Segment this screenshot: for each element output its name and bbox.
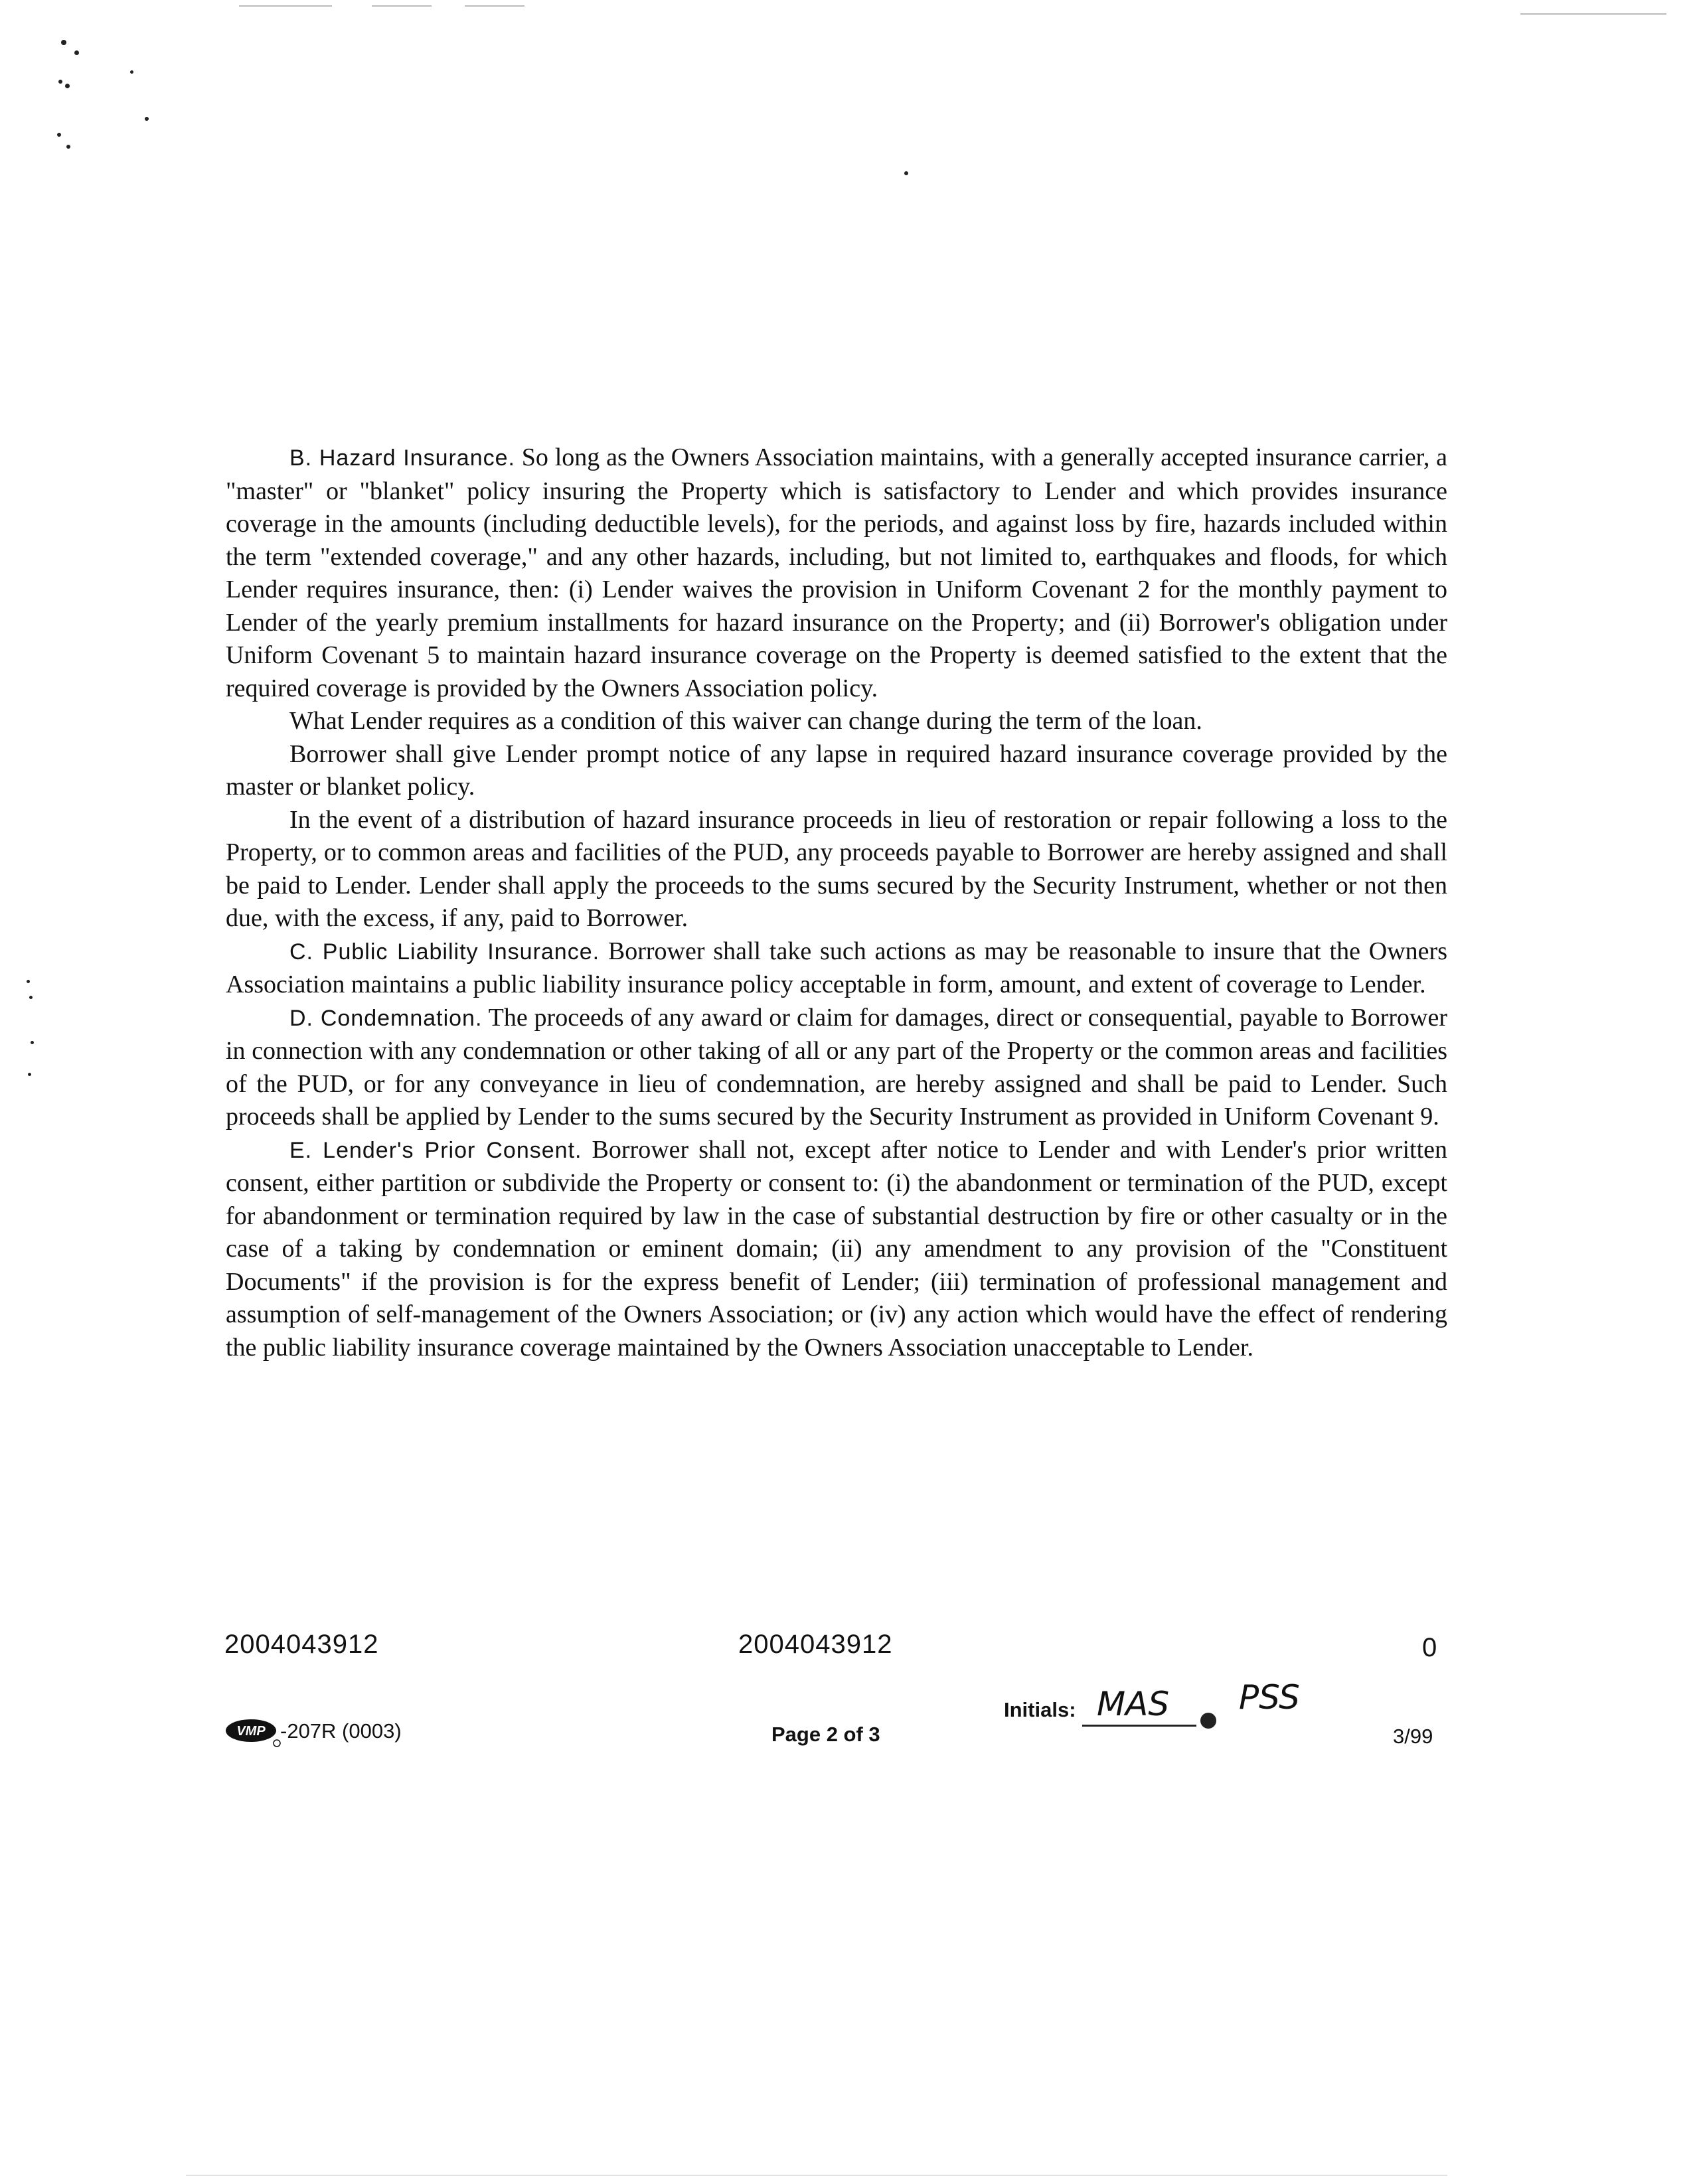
loan-number-left: 2004043912 [224,1630,379,1659]
document-body [226,441,1447,1364]
paragraph-notice: Borrower shall give Lender prompt notice of any lapse in required hazard insurance coverage provided by the master or blanket policy. [226,740,1447,801]
scan-line [186,2175,1447,2176]
scan-line [239,5,332,7]
scan-speck [145,117,149,121]
initials-signature-line [1082,1725,1196,1727]
scan-speck [61,40,66,45]
scan-speck [130,70,133,74]
scan-speck [28,1073,31,1076]
scan-line [372,5,432,7]
scan-speck [57,133,61,137]
scan-speck [66,145,70,149]
scan-speck [74,50,79,55]
paragraph-text: Borrower shall not, except after notice to Lender and with Lender's prior written consent, either partition or subdivide the Property or consent to: (i) the abandonment or termination of the PUD, except for abandonment or termination required by law in the case of substantial destruction by fire or other casualty or in the case of a taking by condemnation or eminent domain; (ii) any amendment to any provision of the "Constituent Documents" if the provision is for the express benefit of Lender; (iii) termination of professional management and assumption of self-management of the Owners Association; or (iv) any action which would have the effect of rendering the public liability insurance coverage maintained by the Owners Association unacceptable to Lender. [226,1135,1447,1362]
borrower-initials-2: PSS [1239,1678,1300,1717]
section-heading-d: D. Condemnation. [289,1005,483,1031]
loan-number-center: 2004043912 [738,1630,893,1659]
scan-speck [904,171,908,175]
scan-line [465,5,524,7]
section-heading-b: B. Hazard Insurance. [289,445,515,471]
form-number: -207R (0003) [280,1719,402,1743]
paragraph-prior-consent [226,1134,1447,1365]
scan-speck [65,84,70,88]
paragraph-text: The proceeds of any award or claim for damages, direct or consequential, payable to Borrower in connection with any condemnation or other taking of all or any part of the Property or the common areas and facilities of the PUD, or for any conveyance in lieu of condemnation, are hereby assigned and shall be paid to Lender. Such proceeds shall be applied by Lender to the sums secured by the Security Instrument as provided in Uniform Covenant 9. [226,1003,1447,1131]
section-heading-e: E. Lender's Prior Consent. [289,1137,582,1163]
paragraph-distribution: In the event of a distribution of hazard insurance proceeds in lieu of restoration or repair following a loss to the Property, or to common areas and facilities of the PUD, any proceeds payable to Borrower are hereby assigned and shall be paid to Lender. Lender shall apply the proceeds to the sums secured by the Security Instrument, whether or not then due, with the excess, if any, paid to Borrower. [226,805,1447,932]
paragraph-text: Borrower shall take such actions as may be reasonable to insure that the Owners Association maintains a public liability insurance policy acceptable in form, amount, and extent of coverage to Lender. [226,937,1447,998]
scan-speck [27,980,30,983]
scan-speck [31,1041,34,1044]
scan-speck [29,996,33,999]
paragraph-public-liability [226,935,1447,1002]
paragraph-hazard-insurance [226,441,1447,705]
paragraph-text: So long as the Owners Association maintains, with a generally accepted insurance carrier, a "master" or "blanket" policy insuring the Property which is satisfactory to Lender and which provides insurance coverage in the amounts (including deductible levels), for the periods, and against loss by fire, hazards included within the term "extended coverage," and any other hazards, including, but not limited to, earthquakes and floods, for which Lender requires insurance, then: (i) Lender waives the provision in Uniform Covenant 2 for the monthly payment to Lender of the yearly premium installments for hazard insurance on the Property; and (ii) Borrower's obligation under Uniform Covenant 5 to maintain hazard insurance coverage on the Property is deemed satisfied to the extent that the required coverage is provided by the Owners Association policy. [226,443,1447,702]
section-heading-c: C. Public Liability Insurance. [289,939,600,965]
page-number: Page 2 of 3 [771,1723,880,1746]
ink-dot [1200,1713,1216,1729]
form-date: 3/99 [1393,1725,1433,1748]
paragraph-waiver: What Lender requires as a condition of this waiver can change during the term of the loan. [289,707,1202,735]
right-code: 0 [1422,1633,1438,1662]
borrower-initials-1: MAS [1097,1685,1170,1723]
vmp-logo-text: VMP [236,1724,266,1739]
vmp-logo-icon [224,1718,282,1747]
scan-line [1520,13,1666,15]
initials-label: Initials: [1004,1698,1076,1721]
paragraph-condemnation [226,1002,1447,1134]
scan-speck [58,80,62,84]
